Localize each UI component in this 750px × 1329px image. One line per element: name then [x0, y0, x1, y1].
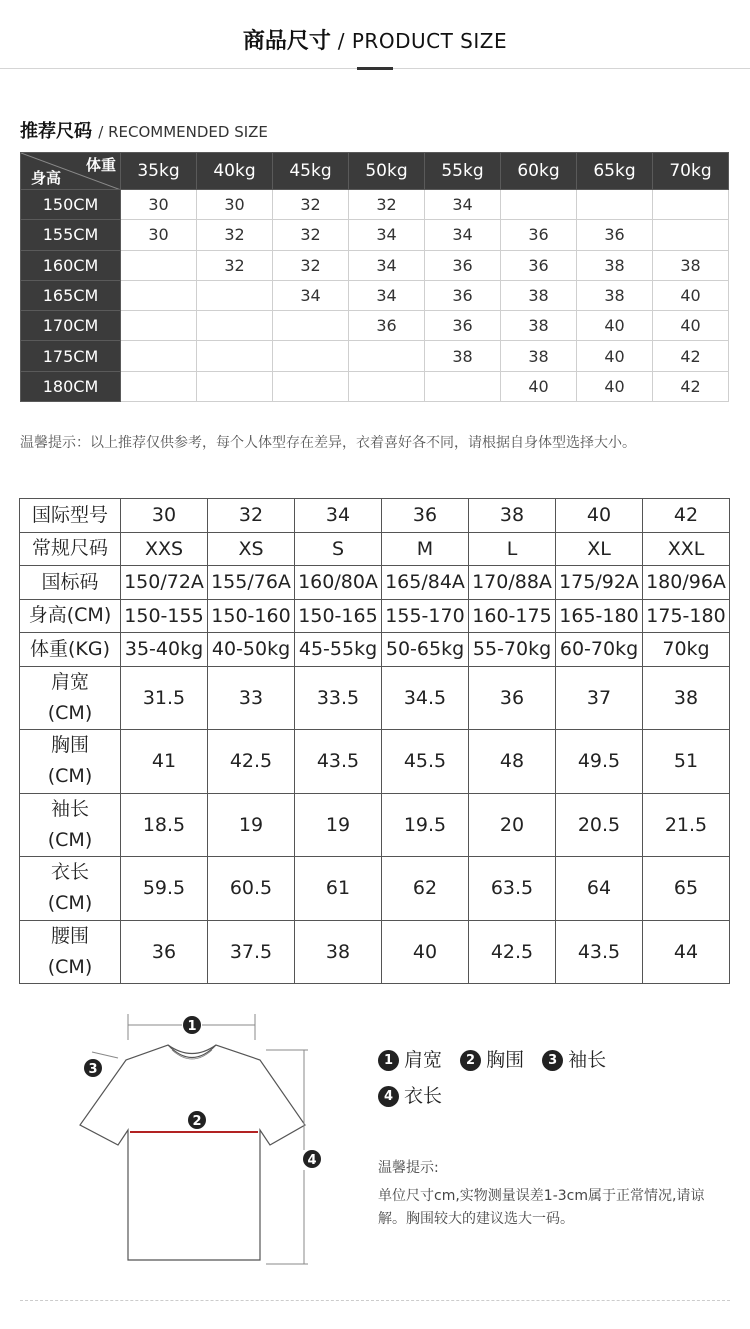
- tshirt-diagram: [60, 1010, 340, 1280]
- recommended-size-cell: 38: [653, 250, 729, 280]
- size-row-label: [20, 730, 121, 794]
- size-value-cell: 63.5: [469, 857, 556, 921]
- size-value-cell: 40: [556, 499, 643, 533]
- legend-number-icon: 1: [378, 1050, 399, 1071]
- size-value-cell: 150/72A: [121, 566, 208, 600]
- size-value-cell: S: [295, 532, 382, 566]
- weight-header: 35kg: [121, 153, 197, 190]
- size-value-cell: 35-40kg: [121, 633, 208, 667]
- size-value-cell: 180/96A: [643, 566, 730, 600]
- size-row-unit: (CM): [47, 892, 93, 915]
- size-value-cell: 55-70kg: [469, 633, 556, 667]
- size-value-cell: M: [382, 532, 469, 566]
- size-value-cell: 50-65kg: [382, 633, 469, 667]
- size-row-label-text: 衣长: [50, 861, 89, 884]
- size-row-label-text: 腰围: [50, 924, 89, 947]
- size-row-label: [20, 633, 121, 667]
- height-label: 175CM: [21, 341, 121, 371]
- size-row-unit: (CM): [47, 765, 93, 788]
- svg-text:1: 1: [187, 1019, 197, 1034]
- recommended-row: [21, 250, 729, 280]
- size-row-label-text: 国标码: [41, 570, 99, 593]
- recommended-size-cell: 36: [577, 220, 653, 250]
- recommended-size-cell: 38: [501, 280, 577, 310]
- size-value-cell: 32: [208, 499, 295, 533]
- recommended-tip: 温馨提示：以上推荐仅供参考，每个人体型存在差异，衣着喜好各不同，请根据自身体型选择大小。: [20, 435, 636, 451]
- recommended-size-cell: [197, 341, 273, 371]
- size-row-label-text: 袖长: [50, 797, 89, 820]
- weight-header: 40kg: [197, 153, 273, 190]
- size-value-cell: 150-160: [208, 599, 295, 633]
- recommended-size-cell: 36: [501, 250, 577, 280]
- size-value-cell: 45.5: [382, 730, 469, 794]
- recommended-row: [21, 280, 729, 310]
- recommended-size-cell: 32: [197, 220, 273, 250]
- size-value-cell: 43.5: [556, 920, 643, 984]
- recommended-size-cell: 40: [653, 311, 729, 341]
- legend-label: 袖长: [568, 1049, 607, 1071]
- recommended-size-cell: [653, 220, 729, 250]
- recommended-size-cell: 34: [425, 220, 501, 250]
- recommended-size-cell: [121, 311, 197, 341]
- legend-item-sleeve: [542, 1045, 606, 1072]
- weight-header: 65kg: [577, 153, 653, 190]
- size-row-label: [20, 566, 121, 600]
- measurement-tip-title: 温馨提示:: [378, 1160, 439, 1176]
- size-value-cell: 33: [208, 666, 295, 730]
- size-row: [20, 633, 730, 667]
- size-value-cell: 40-50kg: [208, 633, 295, 667]
- size-value-cell: 60.5: [208, 857, 295, 921]
- svg-text:2: 2: [192, 1114, 202, 1129]
- recommended-size-cell: 36: [425, 250, 501, 280]
- size-value-cell: 43.5: [295, 730, 382, 794]
- size-value-cell: 48: [469, 730, 556, 794]
- size-value-cell: XXS: [121, 532, 208, 566]
- measurement-legend: [378, 1045, 618, 1117]
- recommended-size-cell: 30: [197, 190, 273, 220]
- size-value-cell: 40: [382, 920, 469, 984]
- measurement-tip-body: 单位尺寸cm,实物测量误差1-3cm属于正常情况,请谅解。胸围较大的建议选大一码。: [378, 1188, 705, 1227]
- recommended-size-cell: 40: [577, 311, 653, 341]
- recommended-header-row: [21, 153, 729, 190]
- page-title-en: PRODUCT SIZE: [351, 29, 508, 53]
- height-label: 150CM: [21, 190, 121, 220]
- recommended-size-cell: 30: [121, 190, 197, 220]
- recommended-size-cell: 40: [501, 371, 577, 401]
- height-label: 170CM: [21, 311, 121, 341]
- size-value-cell: 21.5: [643, 793, 730, 857]
- recommended-size-cell: 36: [349, 311, 425, 341]
- size-value-cell: 19.5: [382, 793, 469, 857]
- weight-header: 45kg: [273, 153, 349, 190]
- recommended-size-cell: 32: [197, 250, 273, 280]
- recommended-size-cell: 38: [577, 280, 653, 310]
- height-label: 165CM: [21, 280, 121, 310]
- recommended-size-cell: 32: [349, 190, 425, 220]
- recommended-size-cell: [197, 280, 273, 310]
- height-label: 180CM: [21, 371, 121, 401]
- size-value-cell: 150-155: [121, 599, 208, 633]
- size-row: [20, 920, 730, 984]
- size-value-cell: 160/80A: [295, 566, 382, 600]
- recommended-row: [21, 190, 729, 220]
- size-row-label: [20, 532, 121, 566]
- size-value-cell: 60-70kg: [556, 633, 643, 667]
- size-row: [20, 857, 730, 921]
- size-value-cell: 20.5: [556, 793, 643, 857]
- size-row-label: [20, 499, 121, 533]
- recommended-size-cell: [653, 190, 729, 220]
- size-value-cell: 36: [469, 666, 556, 730]
- size-value-cell: 175-180: [643, 599, 730, 633]
- size-value-cell: 165-180: [556, 599, 643, 633]
- recommended-size-cell: [273, 311, 349, 341]
- recommended-size-cell: 40: [653, 280, 729, 310]
- size-value-cell: L: [469, 532, 556, 566]
- size-row-label: [20, 666, 121, 730]
- legend-number-icon: 4: [378, 1086, 399, 1107]
- corner-cell: [21, 153, 121, 190]
- size-value-cell: 36: [382, 499, 469, 533]
- recommended-size-cell: 40: [577, 341, 653, 371]
- size-row-label-text: 身高(CM): [28, 604, 112, 627]
- recommended-size-cell: 36: [425, 280, 501, 310]
- size-value-cell: 30: [121, 499, 208, 533]
- recommended-size-cell: [577, 190, 653, 220]
- recommended-size-cell: [121, 371, 197, 401]
- page-title-separator: /: [330, 29, 352, 53]
- size-value-cell: 51: [643, 730, 730, 794]
- page-header: [0, 0, 750, 70]
- recommended-size-cell: [197, 311, 273, 341]
- recommended-size-cell: [501, 190, 577, 220]
- height-label: 155CM: [21, 220, 121, 250]
- size-row: [20, 599, 730, 633]
- size-value-cell: 19: [295, 793, 382, 857]
- recommended-size-cell: 34: [349, 250, 425, 280]
- size-value-cell: 34.5: [382, 666, 469, 730]
- marker-4-icon: [303, 1150, 321, 1168]
- recommended-size-cell: 38: [501, 341, 577, 371]
- size-value-cell: 38: [643, 666, 730, 730]
- size-row-label-text: 常规尺码: [31, 537, 108, 560]
- legend-label: 衣长: [404, 1085, 443, 1107]
- size-row-unit: (CM): [47, 828, 93, 851]
- recommended-size-cell: 34: [425, 190, 501, 220]
- legend-number-icon: 2: [460, 1050, 481, 1071]
- size-row: [20, 532, 730, 566]
- size-value-cell: 45-55kg: [295, 633, 382, 667]
- recommended-row: [21, 220, 729, 250]
- size-row-label: [20, 599, 121, 633]
- recommended-size-cell: 34: [273, 280, 349, 310]
- size-row-unit: (CM): [47, 701, 93, 724]
- size-value-cell: 155/76A: [208, 566, 295, 600]
- recommended-size-cell: 36: [425, 311, 501, 341]
- size-row-label: [20, 793, 121, 857]
- height-label: 160CM: [21, 250, 121, 280]
- recommended-size-cell: 42: [653, 341, 729, 371]
- marker-3-icon: [84, 1059, 102, 1077]
- size-value-cell: 36: [121, 920, 208, 984]
- recommended-title-en: / RECOMMENDED SIZE: [98, 123, 268, 141]
- size-value-cell: XS: [208, 532, 295, 566]
- recommended-size-cell: 42: [653, 371, 729, 401]
- size-value-cell: 65: [643, 857, 730, 921]
- size-row: [20, 793, 730, 857]
- svg-text:3: 3: [88, 1062, 98, 1077]
- recommended-size-title: [20, 117, 268, 143]
- size-value-cell: 62: [382, 857, 469, 921]
- size-value-cell: 37.5: [208, 920, 295, 984]
- size-value-cell: 42: [643, 499, 730, 533]
- size-value-cell: XL: [556, 532, 643, 566]
- size-value-cell: 31.5: [121, 666, 208, 730]
- header-accent-bar: [357, 67, 393, 70]
- size-row: [20, 499, 730, 533]
- recommended-size-cell: 34: [349, 280, 425, 310]
- size-value-cell: 155-170: [382, 599, 469, 633]
- size-row-label-text: 肩宽: [50, 670, 89, 693]
- size-value-cell: 33.5: [295, 666, 382, 730]
- recommended-row: [21, 341, 729, 371]
- size-value-cell: 42.5: [208, 730, 295, 794]
- size-row: [20, 566, 730, 600]
- size-value-cell: 37: [556, 666, 643, 730]
- recommended-size-cell: [273, 341, 349, 371]
- size-value-cell: 34: [295, 499, 382, 533]
- size-value-cell: 18.5: [121, 793, 208, 857]
- recommended-size-cell: [121, 341, 197, 371]
- size-value-cell: 150-165: [295, 599, 382, 633]
- recommended-size-cell: 36: [501, 220, 577, 250]
- weight-header: 55kg: [425, 153, 501, 190]
- weight-header: 70kg: [653, 153, 729, 190]
- recommended-size-cell: [121, 280, 197, 310]
- recommended-size-cell: [349, 371, 425, 401]
- size-value-cell: 42.5: [469, 920, 556, 984]
- recommended-size-cell: 34: [349, 220, 425, 250]
- recommended-size-cell: [197, 371, 273, 401]
- size-value-cell: 70kg: [643, 633, 730, 667]
- size-detail-table: [19, 498, 730, 984]
- size-value-cell: 59.5: [121, 857, 208, 921]
- legend-item-length: [378, 1081, 442, 1108]
- recommended-size-cell: [349, 341, 425, 371]
- size-value-cell: 38: [295, 920, 382, 984]
- size-value-cell: 49.5: [556, 730, 643, 794]
- recommended-size-cell: 32: [273, 190, 349, 220]
- recommended-size-cell: 40: [577, 371, 653, 401]
- weight-header: 60kg: [501, 153, 577, 190]
- recommended-row: [21, 371, 729, 401]
- legend-label: 肩宽: [404, 1049, 443, 1071]
- size-value-cell: 38: [469, 499, 556, 533]
- recommended-size-cell: 38: [577, 250, 653, 280]
- size-value-cell: 44: [643, 920, 730, 984]
- page-title: [0, 24, 750, 55]
- size-value-cell: 165/84A: [382, 566, 469, 600]
- legend-item-chest: [460, 1045, 524, 1072]
- size-row-label-text: 国际型号: [31, 503, 108, 526]
- legend-number-icon: 3: [542, 1050, 563, 1071]
- size-row-label: [20, 920, 121, 984]
- recommended-size-cell: 32: [273, 220, 349, 250]
- size-row-label-text: 胸围: [50, 734, 89, 757]
- recommended-size-cell: [121, 250, 197, 280]
- size-value-cell: 20: [469, 793, 556, 857]
- bottom-divider: [20, 1300, 730, 1301]
- recommended-size-cell: 38: [425, 341, 501, 371]
- size-value-cell: 61: [295, 857, 382, 921]
- legend-label: 胸围: [486, 1049, 525, 1071]
- recommended-title-cn: 推荐尺码: [20, 121, 92, 142]
- size-value-cell: 41: [121, 730, 208, 794]
- recommended-size-cell: 30: [121, 220, 197, 250]
- recommended-size-cell: 32: [273, 250, 349, 280]
- size-row-unit: (CM): [47, 955, 93, 978]
- size-value-cell: XXL: [643, 532, 730, 566]
- weight-header: 50kg: [349, 153, 425, 190]
- page-title-cn: 商品尺寸: [242, 29, 331, 54]
- corner-height-label: 身高: [31, 169, 62, 187]
- size-value-cell: 170/88A: [469, 566, 556, 600]
- marker-2-icon: [188, 1111, 206, 1129]
- size-value-cell: 160-175: [469, 599, 556, 633]
- recommended-size-table: [20, 152, 729, 402]
- recommended-size-cell: 38: [501, 311, 577, 341]
- recommended-row: [21, 311, 729, 341]
- svg-text:4: 4: [307, 1153, 317, 1168]
- size-value-cell: 175/92A: [556, 566, 643, 600]
- legend-item-shoulder: [378, 1045, 442, 1072]
- size-row: [20, 730, 730, 794]
- size-row-label: [20, 857, 121, 921]
- recommended-size-cell: [425, 371, 501, 401]
- marker-1-icon: [183, 1016, 201, 1034]
- size-value-cell: 64: [556, 857, 643, 921]
- corner-weight-label: 体重: [85, 156, 116, 174]
- size-row-label-text: 体重(KG): [29, 637, 110, 660]
- size-row: [20, 666, 730, 730]
- size-value-cell: 19: [208, 793, 295, 857]
- recommended-size-cell: [273, 371, 349, 401]
